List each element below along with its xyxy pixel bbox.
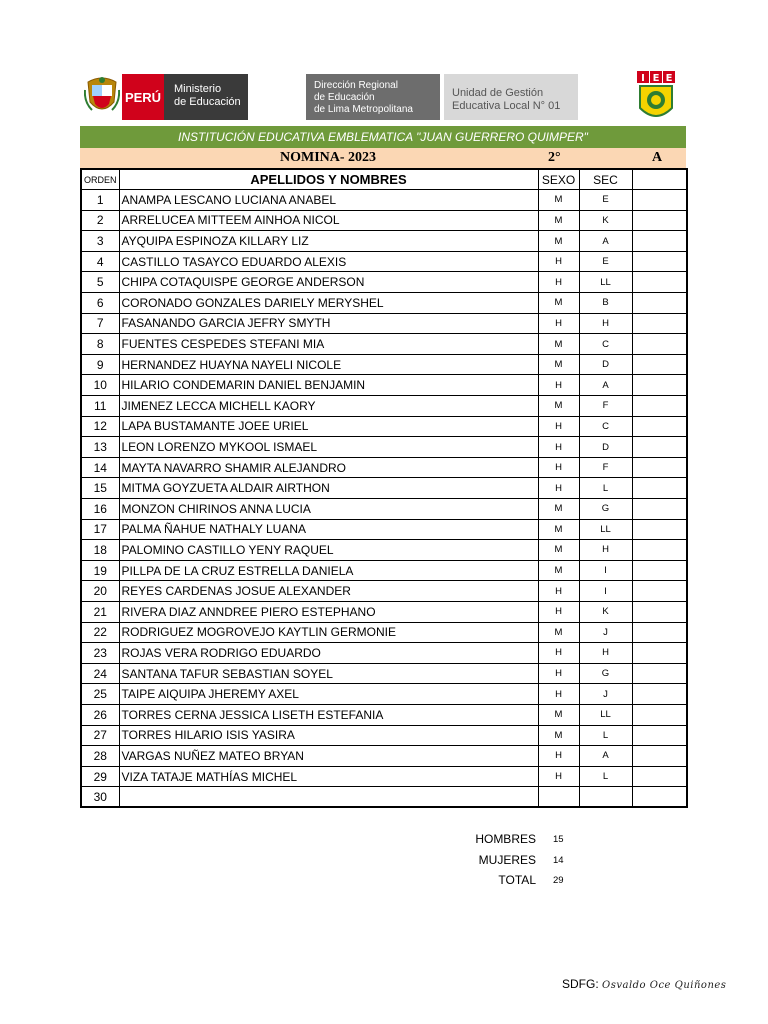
totals-value: 15: [553, 834, 564, 845]
table-row: [81, 354, 687, 375]
row-orden: 26: [81, 704, 119, 725]
row-extra: [632, 684, 687, 705]
row-extra: [632, 746, 687, 767]
row-orden: 20: [81, 581, 119, 602]
row-sexo: H: [538, 581, 579, 602]
row-sexo: M: [538, 354, 579, 375]
minedu-logo: [122, 74, 248, 120]
row-sexo: H: [538, 272, 579, 293]
row-name: ROJAS VERA RODRIGO EDUARDO: [119, 643, 538, 664]
row-orden: 17: [81, 519, 119, 540]
row-orden: 12: [81, 416, 119, 437]
totals-row-mujeres: [440, 853, 600, 874]
header-banner: [80, 70, 686, 126]
row-extra: [632, 354, 687, 375]
totals-label: MUJERES: [478, 852, 536, 867]
row-sexo: H: [538, 684, 579, 705]
row-extra: [632, 190, 687, 211]
row-sec: G: [579, 663, 632, 684]
row-orden: 16: [81, 499, 119, 520]
table-row: [81, 416, 687, 437]
table-row: [81, 540, 687, 561]
row-orden: 23: [81, 643, 119, 664]
nombres-header: APELLIDOS Y NOMBRES: [119, 169, 538, 190]
institution-bar: INSTITUCIÓN EDUCATIVA EMBLEMATICA "JUAN GUERRERO QUIMPER": [80, 126, 686, 148]
row-orden: 29: [81, 766, 119, 787]
row-sec: F: [579, 457, 632, 478]
row-sexo: H: [538, 766, 579, 787]
table-row: [81, 560, 687, 581]
row-extra: [632, 396, 687, 417]
row-orden: 2: [81, 210, 119, 231]
row-name: REYES CARDENAS JOSUE ALEXANDER: [119, 581, 538, 602]
row-name: MITMA GOYZUETA ALDAIR AIRTHON: [119, 478, 538, 499]
totals-row-total: [440, 873, 600, 894]
row-sexo: M: [538, 293, 579, 314]
table-row: [81, 272, 687, 293]
row-orden: 8: [81, 334, 119, 355]
dre-label: Dirección Regional de Educación de Lima Metropolitana: [306, 74, 440, 120]
row-sexo: H: [538, 251, 579, 272]
row-extra: [632, 375, 687, 396]
totals-label: TOTAL: [498, 873, 536, 887]
row-sec: E: [579, 251, 632, 272]
row-name: PALMA ÑAHUE NATHALY LUANA: [119, 519, 538, 540]
table-row: [81, 787, 687, 808]
table-row: [81, 684, 687, 705]
ugel-label: Unidad de Gestión Educativa Local N° 01: [444, 74, 578, 120]
row-extra: [632, 663, 687, 684]
row-sexo: M: [538, 560, 579, 581]
row-extra: [632, 231, 687, 252]
row-name: FUENTES CESPEDES STEFANI MIA: [119, 334, 538, 355]
table-row: [81, 581, 687, 602]
row-sexo: M: [538, 725, 579, 746]
table-row: [81, 601, 687, 622]
row-orden: 13: [81, 437, 119, 458]
nomina-bar: [80, 148, 686, 168]
row-name: HERNANDEZ HUAYNA NAYELI NICOLE: [119, 354, 538, 375]
row-name: MAYTA NAVARRO SHAMIR ALEJANDRO: [119, 457, 538, 478]
signature-prefix: SDFG:: [562, 977, 599, 991]
row-extra: [632, 519, 687, 540]
row-orden: 3: [81, 231, 119, 252]
row-orden: 30: [81, 787, 119, 808]
row-name: SANTANA TAFUR SEBASTIAN SOYEL: [119, 663, 538, 684]
table-row: [81, 499, 687, 520]
row-name: AYQUIPA ESPINOZA KILLARY LIZ: [119, 231, 538, 252]
row-sec: J: [579, 684, 632, 705]
row-extra: [632, 540, 687, 561]
row-name: LEON LORENZO MYKOOL ISMAEL: [119, 437, 538, 458]
row-name: FASANANDO GARCIA JEFRY SMYTH: [119, 313, 538, 334]
row-sec: C: [579, 416, 632, 437]
row-sec: A: [579, 746, 632, 767]
row-name: PALOMINO CASTILLO YENY RAQUEL: [119, 540, 538, 561]
row-sec: A: [579, 375, 632, 396]
table-row: [81, 210, 687, 231]
row-name: TORRES CERNA JESSICA LISETH ESTEFANIA: [119, 704, 538, 725]
row-sexo: H: [538, 663, 579, 684]
row-sexo: M: [538, 210, 579, 231]
sec-header: SEC: [579, 169, 632, 190]
table-row: [81, 437, 687, 458]
table-header-row: [81, 169, 687, 190]
row-name: PILLPA DE LA CRUZ ESTRELLA DANIELA: [119, 560, 538, 581]
row-orden: 19: [81, 560, 119, 581]
table-row: [81, 725, 687, 746]
table-row: [81, 746, 687, 767]
peru-coat-of-arms-icon: [84, 76, 120, 118]
row-extra: [632, 272, 687, 293]
row-sec: H: [579, 643, 632, 664]
row-extra: [632, 643, 687, 664]
row-extra: [632, 766, 687, 787]
row-orden: 9: [81, 354, 119, 375]
orden-header: ORDEN: [81, 169, 119, 190]
row-name: RIVERA DIAZ ANNDREE PIERO ESTEPHANO: [119, 601, 538, 622]
document: [80, 70, 686, 808]
row-orden: 28: [81, 746, 119, 767]
extra-header: [632, 169, 687, 190]
signature-name: Osvaldo Oce Quiñones: [602, 980, 727, 991]
row-sec: LL: [579, 519, 632, 540]
totals-value: 29: [553, 875, 564, 886]
row-sexo: M: [538, 622, 579, 643]
row-name: CORONADO GONZALES DARIELY MERYSHEL: [119, 293, 538, 314]
row-extra: [632, 787, 687, 808]
nomina-title: NOMINA- 2023: [280, 150, 377, 165]
row-extra: [632, 478, 687, 499]
totals-summary: [440, 832, 600, 894]
row-extra: [632, 457, 687, 478]
row-name: ANAMPA LESCANO LUCIANA ANABEL: [119, 190, 538, 211]
totals-label: HOMBRES: [475, 832, 536, 846]
row-orden: 27: [81, 725, 119, 746]
table-row: [81, 313, 687, 334]
svg-text:E: E: [665, 73, 673, 84]
row-extra: [632, 210, 687, 231]
row-extra: [632, 251, 687, 272]
row-orden: 5: [81, 272, 119, 293]
row-orden: 1: [81, 190, 119, 211]
svg-text:I: I: [641, 73, 645, 84]
row-sec: L: [579, 725, 632, 746]
row-sexo: [538, 787, 579, 808]
row-name: CHIPA COTAQUISPE GEORGE ANDERSON: [119, 272, 538, 293]
row-sec: K: [579, 601, 632, 622]
row-sec: L: [579, 766, 632, 787]
row-orden: 10: [81, 375, 119, 396]
row-sexo: H: [538, 416, 579, 437]
row-name: TAIPE AIQUIPA JHEREMY AXEL: [119, 684, 538, 705]
row-sec: B: [579, 293, 632, 314]
row-extra: [632, 499, 687, 520]
row-sec: [579, 787, 632, 808]
table-row: [81, 663, 687, 684]
ministry-name: Ministerio de Educación: [174, 83, 241, 108]
row-sec: D: [579, 354, 632, 375]
row-orden: 21: [81, 601, 119, 622]
row-sec: I: [579, 560, 632, 581]
row-orden: 11: [81, 396, 119, 417]
row-name: LAPA BUSTAMANTE JOEE URIEL: [119, 416, 538, 437]
row-extra: [632, 622, 687, 643]
row-sexo: M: [538, 704, 579, 725]
row-extra: [632, 601, 687, 622]
row-sexo: H: [538, 643, 579, 664]
row-sexo: H: [538, 457, 579, 478]
table-row: [81, 519, 687, 540]
row-name: RODRIGUEZ MOGROVEJO KAYTLIN GERMONIE: [119, 622, 538, 643]
row-sec: LL: [579, 704, 632, 725]
row-sec: E: [579, 190, 632, 211]
row-extra: [632, 313, 687, 334]
row-extra: [632, 704, 687, 725]
row-sexo: M: [538, 190, 579, 211]
row-sexo: H: [538, 746, 579, 767]
row-sec: J: [579, 622, 632, 643]
row-sec: I: [579, 581, 632, 602]
row-orden: 24: [81, 663, 119, 684]
row-sec: H: [579, 313, 632, 334]
table-row: [81, 251, 687, 272]
row-name: HILARIO CONDEMARIN DANIEL BENJAMIN: [119, 375, 538, 396]
table-row: [81, 396, 687, 417]
row-orden: 6: [81, 293, 119, 314]
row-extra: [632, 437, 687, 458]
row-sec: LL: [579, 272, 632, 293]
table-row: [81, 643, 687, 664]
table-row: [81, 766, 687, 787]
row-sec: G: [579, 499, 632, 520]
table-row: [81, 190, 687, 211]
row-extra: [632, 725, 687, 746]
row-extra: [632, 581, 687, 602]
row-extra: [632, 293, 687, 314]
row-sec: K: [579, 210, 632, 231]
table-row: [81, 457, 687, 478]
row-sexo: H: [538, 375, 579, 396]
row-extra: [632, 334, 687, 355]
row-sexo: M: [538, 519, 579, 540]
row-sexo: M: [538, 231, 579, 252]
grade-label: 2°: [548, 150, 561, 165]
totals-row-hombres: [440, 832, 600, 853]
table-row: [81, 478, 687, 499]
row-sec: A: [579, 231, 632, 252]
row-orden: 18: [81, 540, 119, 561]
row-sexo: H: [538, 601, 579, 622]
row-sexo: H: [538, 478, 579, 499]
row-sexo: M: [538, 334, 579, 355]
row-sec: C: [579, 334, 632, 355]
row-orden: 15: [81, 478, 119, 499]
row-orden: 4: [81, 251, 119, 272]
row-name: MONZON CHIRINOS ANNA LUCIA: [119, 499, 538, 520]
peru-label: PERÚ: [122, 74, 164, 120]
student-table: [80, 168, 688, 808]
table-row: [81, 231, 687, 252]
sexo-header: SEXO: [538, 169, 579, 190]
row-name: TORRES HILARIO ISIS YASIRA: [119, 725, 538, 746]
table-row: [81, 704, 687, 725]
row-sec: L: [579, 478, 632, 499]
row-name: [119, 787, 538, 808]
svg-text:E: E: [652, 73, 660, 84]
row-name: ARRELUCEA MITTEEM AINHOA NICOL: [119, 210, 538, 231]
row-sexo: M: [538, 396, 579, 417]
row-orden: 25: [81, 684, 119, 705]
row-extra: [632, 416, 687, 437]
table-row: [81, 375, 687, 396]
section-label: A: [652, 150, 663, 165]
row-sec: F: [579, 396, 632, 417]
totals-value: 14: [553, 854, 564, 866]
row-extra: [632, 560, 687, 581]
iee-school-logo-icon: [636, 70, 676, 124]
row-orden: 7: [81, 313, 119, 334]
row-sec: D: [579, 437, 632, 458]
table-row: [81, 622, 687, 643]
row-name: JIMENEZ LECCA MICHELL KAORY: [119, 396, 538, 417]
row-sec: H: [579, 540, 632, 561]
row-name: VIZA TATAJE MATHÍAS MICHEL: [119, 766, 538, 787]
signature-footer: [562, 977, 726, 991]
row-orden: 14: [81, 457, 119, 478]
row-sexo: M: [538, 499, 579, 520]
row-name: VARGAS NUÑEZ MATEO BRYAN: [119, 746, 538, 767]
row-sexo: H: [538, 437, 579, 458]
table-row: [81, 293, 687, 314]
row-sexo: M: [538, 540, 579, 561]
row-sexo: H: [538, 313, 579, 334]
row-orden: 22: [81, 622, 119, 643]
table-row: [81, 334, 687, 355]
row-name: CASTILLO TASAYCO EDUARDO ALEXIS: [119, 251, 538, 272]
